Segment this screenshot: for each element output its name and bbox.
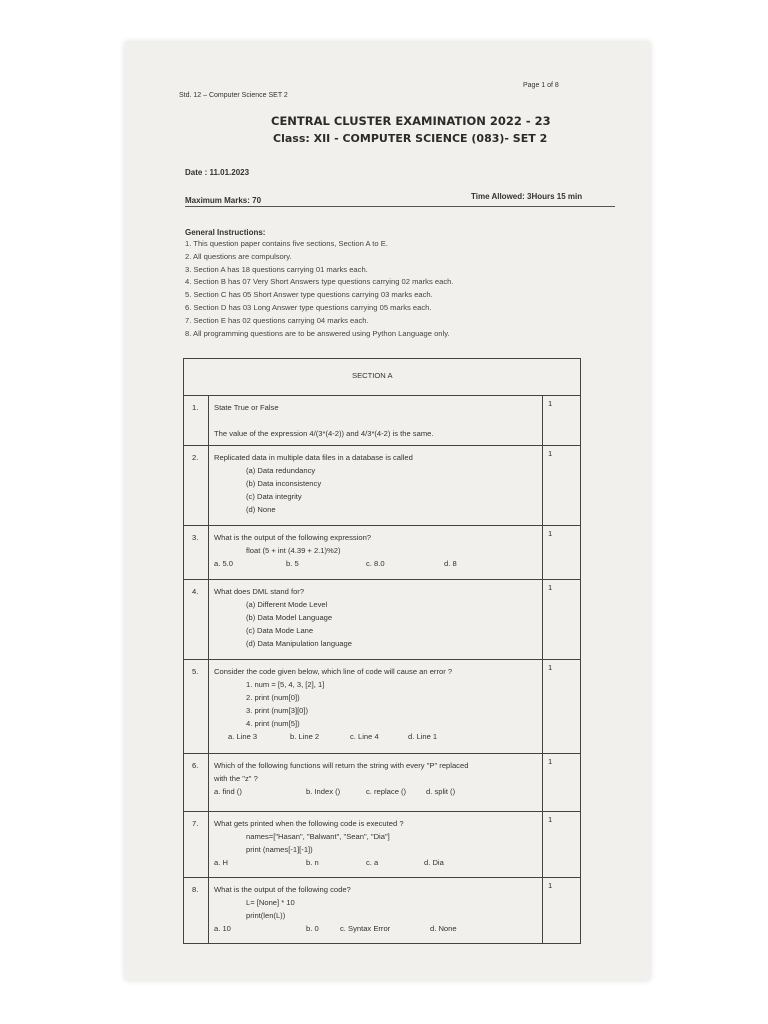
question-line: What is the output of the following code? <box>214 885 351 894</box>
instructions-title: General Instructions: <box>185 228 266 237</box>
option: b. 0 <box>306 924 319 933</box>
question-number: 1. <box>192 403 199 412</box>
option-line: (b) Data Model Language <box>246 613 333 622</box>
instruction-item: 1. This question paper contains five sections, Section A to E. <box>185 239 388 248</box>
question-row <box>184 811 580 878</box>
option: b. 5 <box>286 559 299 568</box>
question-line: State True or False <box>214 403 279 412</box>
question-number: 4. <box>192 587 199 596</box>
code-line: print (names[-1][-1]) <box>246 845 313 854</box>
options-row <box>214 557 457 570</box>
exam-paper <box>125 42 650 980</box>
section-a-table <box>183 358 581 944</box>
option: b. Line 2 <box>290 732 320 741</box>
question-number: 3. <box>192 533 199 542</box>
question-row <box>184 579 580 660</box>
option: a. 5.0 <box>214 559 233 568</box>
code-line: L= [None] * 10 <box>246 898 295 907</box>
question-line: What does DML stand for? <box>214 587 305 596</box>
instruction-item: 7. Section E has 02 questions carrying 04 marks each. <box>185 315 369 325</box>
question-row <box>184 395 580 446</box>
option-line: (d) Data Manipulation language <box>246 639 352 648</box>
option-line: (c) Data integrity <box>246 492 302 501</box>
option-line: (b) Data inconsistency <box>246 479 322 488</box>
option: c. 8.0 <box>366 559 385 568</box>
question-line: What gets printed when the following code is executed ? <box>214 819 404 828</box>
question-number: 5. <box>192 667 199 676</box>
maximum-marks: Maximum Marks: 70 <box>185 196 262 205</box>
option: c. replace () <box>366 787 407 796</box>
option: a. H <box>214 858 228 867</box>
instructions-list <box>185 238 453 340</box>
question-line: with the "z" ? <box>214 774 258 783</box>
section-header <box>184 359 580 396</box>
question-mark: 1 <box>548 815 553 824</box>
exam-date: Date : 11.01.2023 <box>185 168 250 177</box>
question-row <box>184 877 580 943</box>
question-row <box>184 753 580 812</box>
question-row <box>184 445 580 526</box>
option-line: (a) Data redundancy <box>246 466 316 475</box>
question-mark: 1 <box>548 757 553 766</box>
option: d. split () <box>426 787 456 796</box>
question-text <box>214 665 452 743</box>
question-row <box>184 525 580 580</box>
option: b. n <box>306 858 319 867</box>
question-line: What is the output of the following expression? <box>214 533 372 542</box>
option-line: (a) Different Mode Level <box>246 600 328 609</box>
option: a. 10 <box>214 924 231 933</box>
question-text <box>214 817 444 869</box>
question-mark: 1 <box>548 881 553 890</box>
option: d. Dia <box>424 858 444 867</box>
header-divider <box>185 206 615 207</box>
option: d. Line 1 <box>408 732 438 741</box>
option: c. a <box>366 858 379 867</box>
question-text <box>214 401 434 440</box>
question-line: Consider the code given below, which line of code will cause an error ? <box>214 667 453 676</box>
option: c. Line 4 <box>350 732 379 741</box>
instruction-item: 5. Section C has 05 Short Answer type questions carrying 03 marks each. <box>185 290 433 300</box>
instruction-item: 8. All programming questions are to be answered using Python Language only. <box>185 328 450 338</box>
option-line: (d) None <box>246 505 276 514</box>
question-line <box>214 414 434 427</box>
option: a. find () <box>214 787 242 796</box>
code-line: print(len(L)) <box>246 911 286 920</box>
question-line: The value of the expression 4/(3*(4-2)) and 4/3*(4-2) is the same. <box>214 429 434 438</box>
options-row <box>214 856 444 869</box>
question-text <box>214 451 413 516</box>
option: d. None <box>430 924 457 933</box>
code-line: 4. print (num[5]) <box>246 719 300 728</box>
options-row <box>214 785 468 798</box>
question-text <box>214 759 468 798</box>
question-mark: 1 <box>548 529 553 538</box>
class-line: Class: XII - COMPUTER SCIENCE (083)- SET 2 <box>273 132 548 145</box>
instruction-item: 3. Section A has 18 questions carrying 01 marks each. <box>185 264 368 274</box>
option-line: (c) Data Mode Lane <box>246 626 314 635</box>
question-text <box>214 585 352 650</box>
code-line: 1. num = [5, 4, 3, [2], 1] <box>246 680 325 689</box>
section-title: SECTION A <box>352 371 393 380</box>
question-text <box>214 883 457 935</box>
page-number: Page 1 of 8 <box>523 82 559 89</box>
code-line: names=["Hasan", "Balwant", "Sean", "Dia"] <box>246 832 390 841</box>
code-line: 2. print (num[0]) <box>246 693 300 702</box>
time-allowed: Time Allowed: 3Hours 15 min <box>471 192 583 201</box>
instruction-item: 4. Section B has 07 Very Short Answers type questions carrying 02 marks each. <box>185 277 454 287</box>
instruction-item: 6. Section D has 03 Long Answer type questions carrying 05 marks each. <box>185 302 432 312</box>
instruction-item: 2. All questions are compulsory. <box>185 251 292 261</box>
question-text <box>214 531 457 570</box>
question-mark: 1 <box>548 663 553 672</box>
question-mark: 1 <box>548 583 553 592</box>
question-mark: 1 <box>548 399 553 408</box>
std-line: Std. 12 – Computer Science SET 2 <box>179 92 288 99</box>
question-line: Which of the following functions will return the string with every "P" replaced <box>214 761 469 770</box>
question-number: 8. <box>192 885 199 894</box>
question-line: float (5 + int (4.39 + 2.1)%2) <box>246 546 341 555</box>
options-row <box>214 730 452 743</box>
option: c. Syntax Error <box>340 924 391 933</box>
exam-title: CENTRAL CLUSTER EXAMINATION 2022 - 23 <box>271 114 551 128</box>
question-number: 2. <box>192 453 199 462</box>
options-row <box>214 922 457 935</box>
option: d. 8 <box>444 559 457 568</box>
code-line: 3. print (num[3][0]) <box>246 706 309 715</box>
question-number: 6. <box>192 761 199 770</box>
question-mark: 1 <box>548 449 553 458</box>
question-line: Replicated data in multiple data files in a database is called <box>214 453 413 462</box>
question-number: 7. <box>192 819 199 828</box>
option: b. Index () <box>306 787 341 796</box>
question-row <box>184 659 580 754</box>
option: a. Line 3 <box>228 732 258 741</box>
